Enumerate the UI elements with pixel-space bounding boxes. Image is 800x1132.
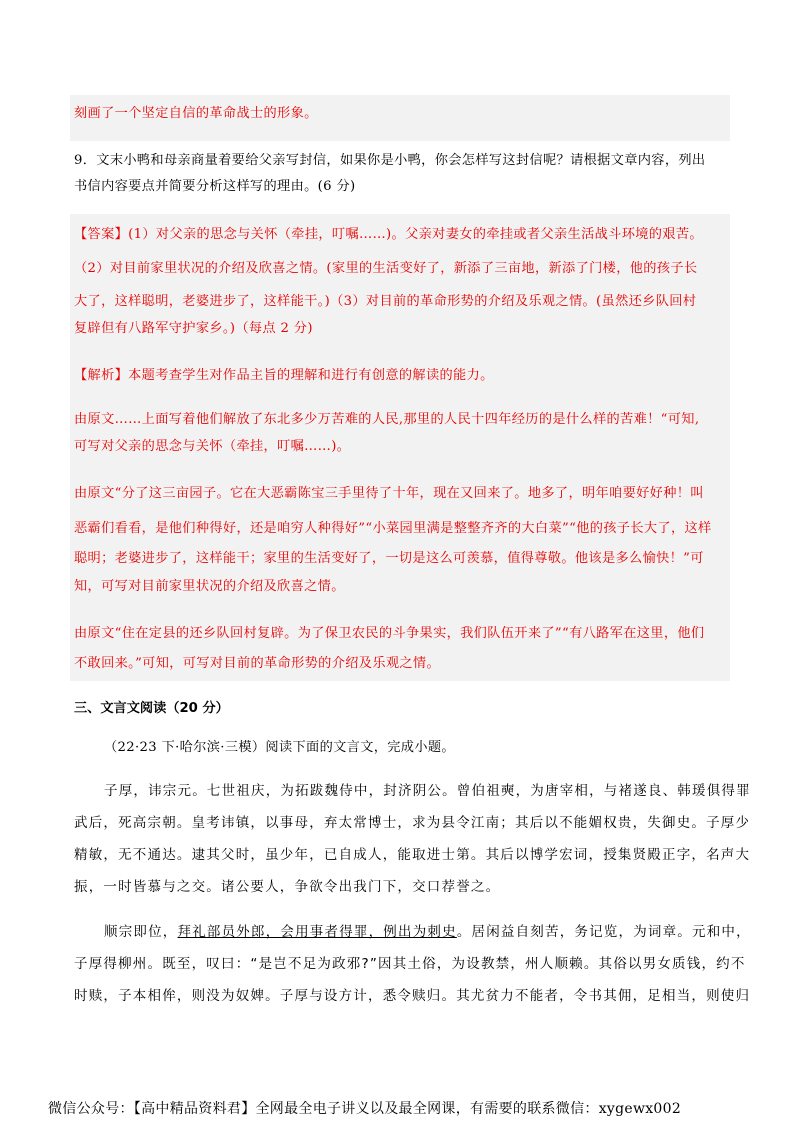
analysis-p2-line-4: 知，可写对目前家里状况的介绍及欣喜之情。: [74, 579, 345, 594]
answer-line-1: 【答案】(1）对父亲的思念与关怀（牵挂，叮嘱……)。父亲对妻女的牵挂或者父亲生活战斗环境的艰苦。: [74, 227, 703, 242]
analysis-p2-line-2: 恶霸们看看，是他们种得好，还是咱穷人种得好”“小菜园里满是整整齐齐的大白菜”“他的孩子长大了，这样: [74, 521, 712, 536]
classical-p1-line-4: 振，一时皆慕与之交。诸公要人，争欲令出我门下，交口荐誉之。: [74, 879, 501, 895]
section-heading: 三、文言文阅读（20 分）: [74, 701, 229, 716]
analysis-p3-line-2: 不敢回来。”可知，可写对目前的革命形势的介绍及乐观之情。: [74, 656, 441, 671]
question-9-line-2: 书信内容要点并简要分析这样写的理由。(6 分): [74, 179, 356, 194]
underlined-sentence: 拜礼部员外郎，会用事者得罪，例出为刺史: [177, 924, 457, 940]
section-source: （22·23 下·哈尔滨·三模）阅读下面的文言文，完成小题。: [104, 740, 455, 755]
top-text-line: 刻画了一个坚定自信的革命战士的形象。: [74, 106, 318, 121]
analysis-p2-line-3: 聪明；老婆进步了，这样能干；家里的生活变好了，一切是这么可羡慕，值得尊敬。他该是多么愉快！”可: [74, 551, 704, 566]
question-9-line-1: 9．文末小鸭和母亲商量着要给父亲写封信，如果你是小鸭，你会怎样写这封信呢？请根据文章内容，列出: [74, 153, 706, 168]
footer-watermark: 微信公众号：【高中精品资料君】全网最全电子讲义以及最全网课，有需要的联系微信：xygewx002: [48, 1101, 682, 1117]
classical-p1-line-3: 精敏，无不通达。逮其父时，虽少年，已自成人，能取进士第。其后以博学宏词，授集贤殿正字，名声大: [74, 847, 751, 863]
answer-line-4: 复辟但有八路军守护家乡。)（每点 2 分): [74, 321, 313, 336]
classical-p1-line-2: 武后，死高宗朝。皇考讳镇，以事母，弃太常博士，求为县令江南；其后以不能媚权贵，失御史。子厚少: [74, 815, 751, 831]
answer-line-2: （2）对目前家里状况的介绍及欣喜之情。(家里的生活变好了，新添了三亩地，新添了门楼，他的孩子长: [74, 261, 698, 276]
analysis-p1-line-2: 可写对父亲的思念与关怀（牵挂，叮嘱……)。: [74, 439, 351, 454]
analysis-p2-line-1: 由原文“分了这三亩园子。它在大恶霸陈宝三手里待了十年，现在又回来了。地多了，明年咱要好好种！叫: [74, 486, 704, 501]
classical-p2-line-1: [104, 922, 751, 942]
classical-p2-line-2: 子厚得柳州。既至，叹曰：“是岂不足为政邪?”因其土俗，为设教禁，州人顺赖。其俗以男女质钱，约不: [74, 956, 746, 972]
answer-line-3: 大了，这样聪明，老婆进步了，这样能干。)（3）对目前的革命形势的介绍及乐观之情。(虽然还乡队回村: [74, 294, 697, 309]
classical-p2-line-3: 时赎，子本相侔，则没为奴婢。子厚与设方计，悉令赎归。其尤贫力不能者，令书其佣，足相当，则使归: [74, 988, 751, 1004]
analysis-p3-line-1: 由原文“住在定县的还乡队回村复辟。为了保卫农民的斗争果实，我们队伍开来了”“有八路军在这里，他们: [74, 626, 705, 641]
classical-p1-line-1: 子厚，讳宗元。七世祖庆，为拓跋魏侍中，封济阴公。曾伯祖奭，为唐宰相，与褚遂良、韩瑗俱得罪: [104, 783, 751, 799]
classical-p2-line-1-start: 顺宗即位，: [104, 924, 178, 940]
analysis-intro: 【解析】本题考查学生对作品主旨的理解和进行有创意的解读的能力。: [74, 368, 494, 383]
analysis-p1-line-1: 由原文……上面写着他们解放了东北多少万苦难的人民,那里的人民十四年经历的是什么样的苦难！“可知,: [74, 412, 700, 427]
classical-p2-line-1-end: 。居闲益自刻苦，务记览，为词章。元和中，: [456, 924, 751, 940]
